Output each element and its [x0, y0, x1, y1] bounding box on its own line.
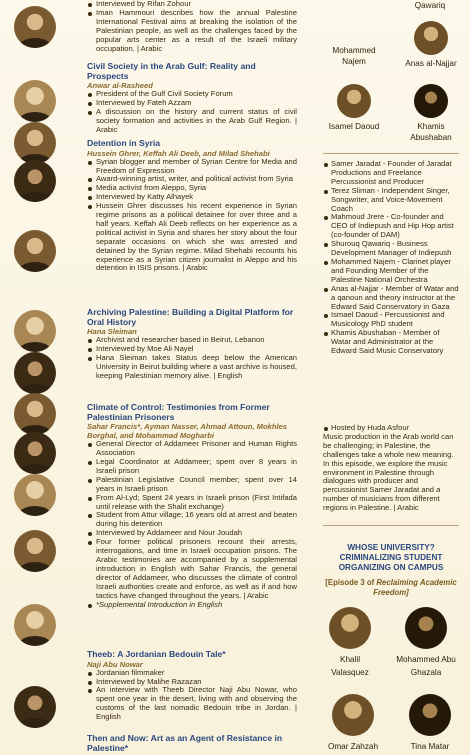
- profile-name: Khamis Abushaban: [410, 122, 452, 142]
- avatar-keffah-ali-deeb: [14, 230, 56, 272]
- guest-bio-list: [323, 160, 459, 356]
- avatar-ayman-nasser: [14, 432, 56, 474]
- section-detention-in-syria: [87, 139, 297, 273]
- bio-item: Mohammed Najem - Clarinet player and Founding Member of the Palestine National Orchestra: [323, 258, 459, 285]
- feature-title[interactable]: WHOSE UNIVERSITY? CRIMINALIZING STUDENT ORGANIZING ON CAMPUS: [338, 543, 444, 572]
- profile-mohammed-najem: [326, 8, 382, 67]
- section-theeb: [87, 650, 297, 722]
- section-iman-hammouri: [87, 0, 297, 53]
- episode-label: [323, 578, 459, 597]
- profile-khamis-abushaban: [404, 84, 458, 143]
- episode-description: Music production in the Arab world can be challenging; in Palestine, the challenges take a whole new meaning. In this episode, we explore the music environment in Palestine through dialogues with producer and percussionist Samer Jaradat and a number of musicians from different regions in Palestine. | Arabic: [323, 431, 454, 513]
- profile-name: Omar Zahzah: [327, 742, 379, 751]
- profile-name: Tina Matar: [410, 742, 450, 751]
- bio-item: Khamis Abushaban - Member of Watar and Administrator at the Edward Said Music Conservatory: [323, 329, 459, 356]
- profile-tina-matar: [400, 694, 460, 753]
- profile-name: Khalil Valasquez: [331, 655, 369, 677]
- bio-item: Terez Sliman - Independent Singer, Songwriter, and Voice-Movement Coach: [323, 187, 459, 214]
- bullet: Hana Sleiman takes Status deep below the American University in Beirut building where a vast archive is housed, keeping Palestinian memory alive. | English: [87, 354, 297, 381]
- profile-name: Isamel Daoud: [328, 122, 380, 131]
- bullet: An interview with Theeb Director Naji Abu Nowar, who spent one year in the desert, living with and observing the customs of the last nomadic Bedouin tribe in Jordan. | English: [87, 686, 297, 722]
- bullet: General Director of Addameer Prisoner and Human Rights Association: [87, 440, 297, 458]
- avatar-mokhles-borghal: [14, 530, 56, 572]
- section-title[interactable]: Detention in Syria: [87, 138, 161, 148]
- section-climate-of-control: [87, 403, 297, 609]
- section-title[interactable]: Civil Society in the Arab Gulf: Reality and Prospects: [87, 61, 256, 81]
- bullet: Interviewed by Katty Alhayek: [87, 193, 297, 202]
- section-title[interactable]: Climate of Control: Testimonies from Former Palestinian Prisoners: [87, 402, 270, 422]
- bullet: Hussein Ghrer discusses his recent experience in Syrian regime prisons as a political detainee for over three and a half years. Keffah Ali Deeb reflects on her experience as a political activist in Syria and shares her story about the four separate occasions on which she was arrested and detained by the Syrian regime. Milad Shehabi recounts his experience as a Syrian citizen journalist in Aleppo and his detention in ISIS prisons. | Arabic: [87, 202, 297, 273]
- avatar-sahar-francis: [14, 393, 56, 435]
- avatar: [332, 694, 374, 736]
- bullet: Interviewed by Malihe Razazan: [87, 678, 297, 687]
- avatar-milad-shehabi: [14, 310, 56, 352]
- avatar-hana-sleiman: [14, 352, 56, 394]
- section-archiving-palestine: [87, 308, 297, 381]
- section-then-and-now: [87, 734, 297, 753]
- avatar-iman-hammouri: [14, 6, 56, 48]
- section-civil-society: [87, 62, 297, 135]
- bullet: *Supplemental Introduction in English: [87, 601, 297, 610]
- avatar: [414, 84, 448, 118]
- bullet: Archivist and researcher based in Beirut, Lebanon: [87, 336, 297, 345]
- avatar: [414, 21, 448, 55]
- bullet: Interviewed by Fateh Azzam: [87, 99, 297, 108]
- profile-name: Mohammed Abu Ghazala: [396, 655, 456, 677]
- profile-anas-al-najjar: [400, 21, 462, 69]
- bullet: Award-winning artist, writer, and political activist from Syria: [87, 175, 297, 184]
- bullet: Syrian blogger and member of Syrian Centre for Media and Freedom of Expression: [87, 158, 297, 176]
- section-title[interactable]: Then and Now: Art as an Agent of Resistance in Palestine*: [87, 733, 283, 753]
- bio-item: Mahmoud Jrere - Co-founder and CEO of Indiepush and Hip Hop artist (co-founder of DAM): [323, 213, 459, 240]
- section-guest: Sahar Francis*, Ayman Nasser, Ahmad Attoun, Mokhles Borghal, and Mohammad Mogharbi: [87, 422, 288, 441]
- bio-item: Samer Jaradat - Founder of Jaradat Productions and Freelance Percussionist and Producer: [323, 160, 459, 187]
- section-title[interactable]: Archiving Palestine: Building a Digital Platform for Oral History: [87, 307, 294, 327]
- avatar: [329, 607, 371, 649]
- avatar-anwar-al-rasheed: [14, 80, 56, 122]
- section-title[interactable]: Theeb: A Jordanian Bedouin Tale*: [87, 649, 226, 659]
- avatar-ahmad-attoun: [14, 474, 56, 516]
- bullet: A discussion on the history and current status of civil society formation and activities in the Arab Gulf Region. | Arabic: [87, 108, 297, 135]
- episode-prefix: [Episode 3 of: [325, 578, 375, 587]
- profile-khalil-valasquez: [322, 607, 378, 679]
- avatar: [409, 694, 451, 736]
- hosted-block: [323, 424, 459, 513]
- bullet: President of the Gulf Civil Society Forum: [87, 90, 297, 99]
- avatar-naji-abu-nowar: [14, 686, 56, 728]
- section-guest: Naji Abu Nowar: [87, 659, 143, 669]
- bullet: From Al-Lyd; Spent 24 years in Israeli prison (First Intifada until release with the Shalit exchange): [87, 494, 297, 512]
- profile-name: Anas al-Najjar: [405, 59, 457, 68]
- bullet: Student from Attur village; 16 years old at arrest and beaten during his detention: [87, 511, 297, 529]
- profile-qawariq: [400, 0, 460, 11]
- avatar: [405, 607, 447, 649]
- divider: [323, 525, 459, 526]
- bullet: Palestinian Legislative Council member; spent over 14 years in Israeli prison: [87, 476, 297, 494]
- profile-name: Mohammed Najem: [332, 46, 376, 66]
- profile-mohammed-abu-ghazala: [390, 607, 462, 679]
- bullet: Four former political prisoners recount their arrests, interrogations, and time in Israeli occupation prisons. The Arabic testimonies are accompanied by a supplemental introduction in English with Sahar Francis, the general director of Addameer, who discusses the climate of control Israeli authorities create and enforce, as well as if and how tactics have changed throughout the years. | Arabic: [87, 538, 297, 600]
- divider: [323, 153, 459, 154]
- section-guest: Anwar al-Rasheed: [87, 81, 153, 91]
- profile-omar-zahzah: [322, 694, 384, 753]
- section-guest: Hana Sleiman: [87, 327, 137, 337]
- bio-item: Ismael Daoud - Percussionist and Musicology PhD student: [323, 311, 459, 329]
- bullet: Media activist from Aleppo, Syria: [87, 184, 297, 193]
- avatar-hussein-ghrer: [14, 160, 56, 202]
- bio-item: Shurouq Qawariq - Business Development Manager of Indiepush: [323, 240, 459, 258]
- profile-isamel-daoud: [326, 84, 382, 132]
- bullet: Interviewed by Moe Ali Nayel: [87, 345, 297, 354]
- profile-name: Qawariq: [414, 1, 446, 10]
- bullet: Jordanian filmmaker: [87, 669, 297, 678]
- avatar-mohammad-mogharbi: [14, 604, 56, 646]
- host-line: Hosted by Huda Asfour: [323, 424, 459, 433]
- bio-item: Anas al-Najjar - Member of Watar and a qanoun and theory instructor at the Edward Said Conservatory in Gaza: [323, 285, 459, 312]
- avatar-person: [14, 122, 56, 164]
- bullet: Interviewed by Rifan Zohour: [87, 0, 297, 9]
- bullet: Legal Coordinator at Addameer; spent over 8 years in Israeli prison: [87, 458, 297, 476]
- episode-show[interactable]: Reclaiming Academic Freedom]: [373, 578, 457, 597]
- bullet: Interviewed by Addameer and Nour Joudah: [87, 529, 297, 538]
- bullet: Iman Hammouri describes how the annual Palestine International Festival aims at breaking the isolation of the Palestinian people, as well as the challenges faced by the popular arts center as a result of the Israeli military occupation. | Arabic: [87, 9, 297, 54]
- avatar: [337, 84, 371, 118]
- section-guest: Hussein Ghrer, Keffah Ali Deeb, and Milad Shehabi: [87, 148, 270, 158]
